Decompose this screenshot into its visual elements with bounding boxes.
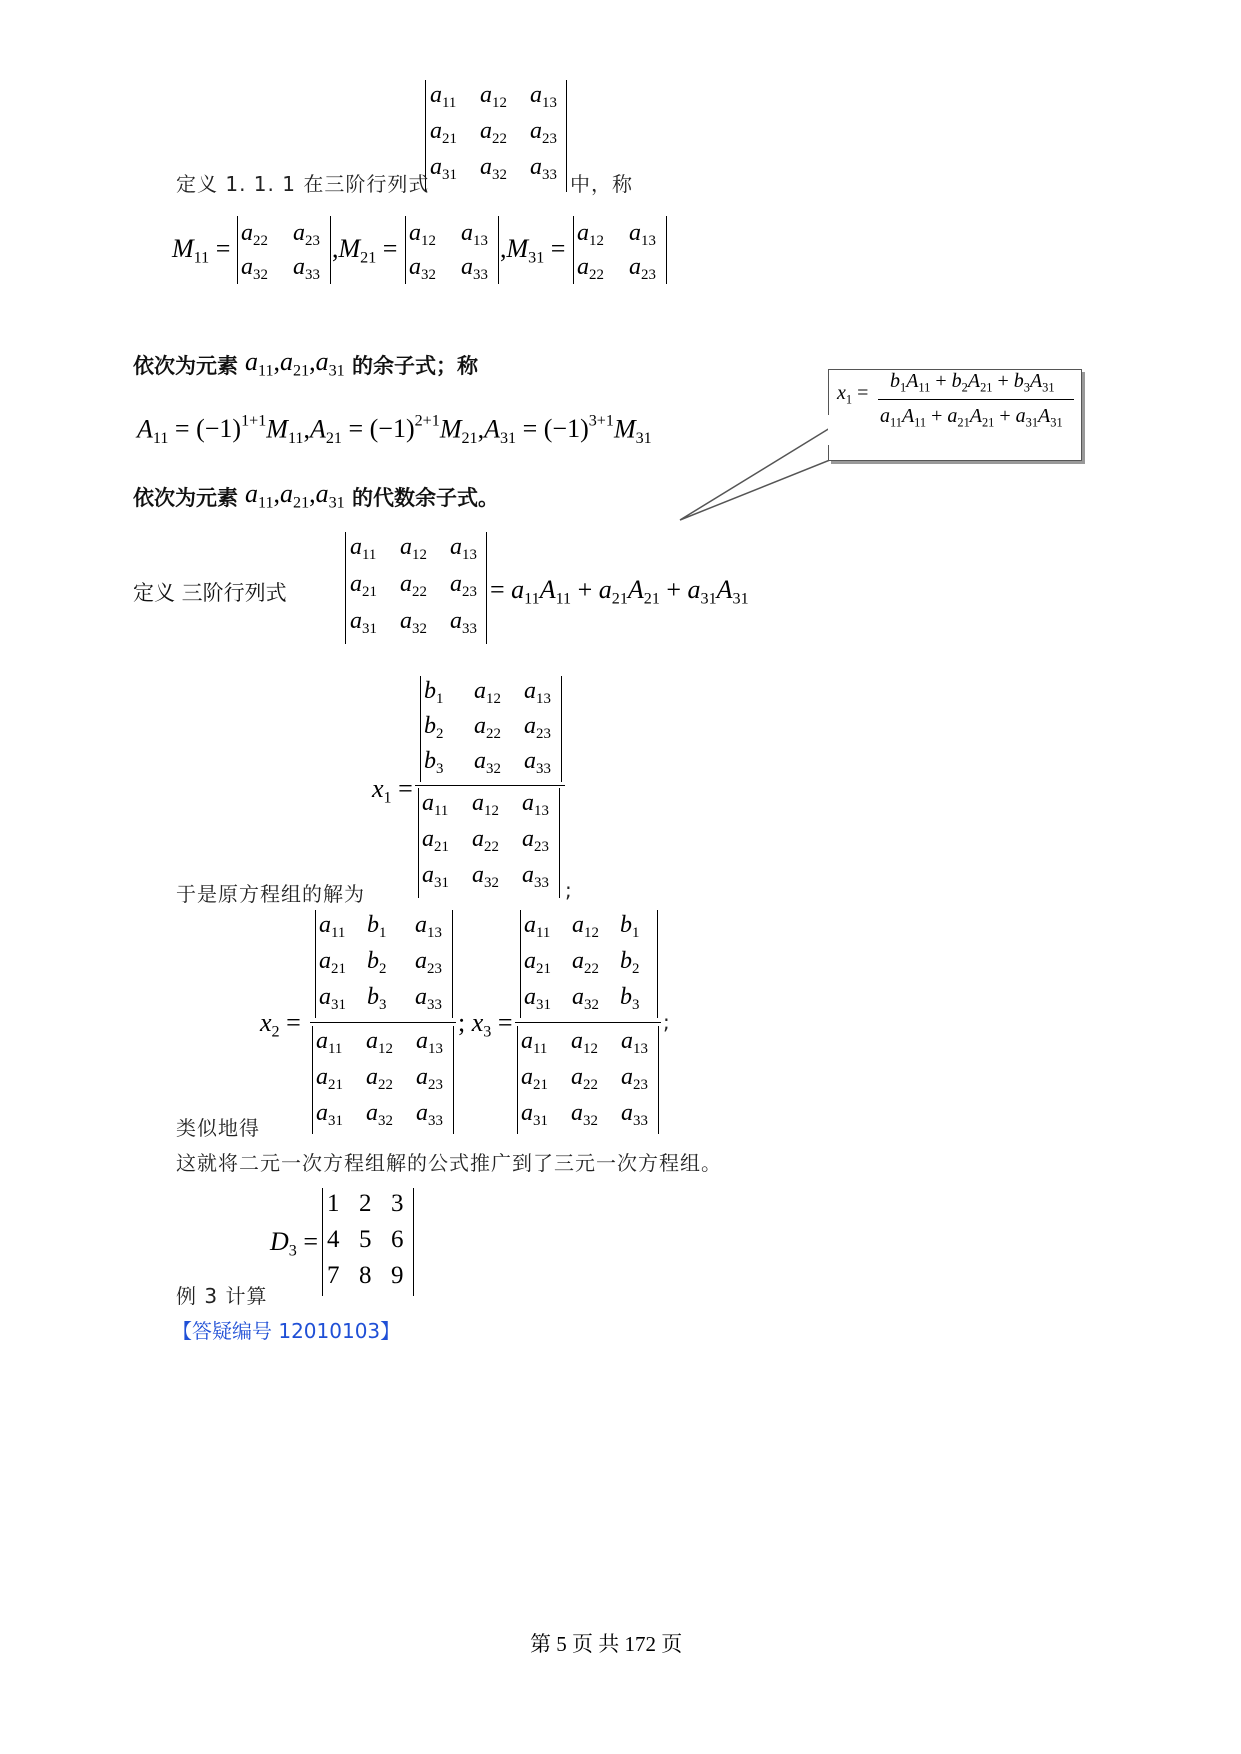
semicolon-2: ; [663, 1010, 671, 1034]
x2-denominator-cell: $a_{11}$ [316, 1028, 343, 1058]
x3-denominator-cell: $a_{23}$ [621, 1064, 648, 1094]
m11-cell: $a_{33}$ [293, 254, 320, 284]
x2-numerator-cell: $a_{13}$ [415, 912, 442, 942]
x1-label: $x_1$ = [372, 774, 413, 807]
main-determinant-cell: $a_{22}$ [480, 118, 507, 148]
page-footer: 第 5 页 共 172 页 [530, 1632, 683, 1656]
x3-numerator-cell: $b_1$ [620, 912, 640, 942]
x1-denominator-cell: $a_{13}$ [522, 790, 549, 820]
x1-denominator-cell: $a_{22}$ [472, 826, 499, 856]
x3-denominator-cell: $a_{12}$ [571, 1028, 598, 1058]
def-determinant-cell: $a_{22}$ [400, 571, 427, 601]
d3-cell: 8 [359, 1262, 372, 1289]
x3-numerator-cell: $a_{21}$ [524, 948, 551, 978]
main-determinant-cell: $a_{21}$ [430, 118, 457, 148]
m31-cell: $a_{12}$ [577, 220, 604, 250]
example3-label: 例 3 计算 [176, 1284, 268, 1308]
x3-denominator-cell: $a_{22}$ [571, 1064, 598, 1094]
m11-cell: $a_{23}$ [293, 220, 320, 250]
x1-numerator-cell: $a_{32}$ [474, 748, 501, 778]
x3-numerator-cell: $a_{11}$ [524, 912, 551, 942]
callout-numerator: $b_1A_{11} + b_2A_{21} + b_3A_{31}$ [890, 370, 1055, 395]
x1-denominator-cell: $a_{33}$ [522, 862, 549, 892]
d3-cell: 3 [391, 1190, 404, 1217]
x2-numerator-cell: $a_{11}$ [319, 912, 346, 942]
x2-numerator-cell: $a_{33}$ [415, 984, 442, 1014]
x3-numerator-cell: $a_{32}$ [572, 984, 599, 1014]
minor-elements: $a_{11},a_{21},a_{31}$ [245, 347, 345, 380]
main-determinant-cell: $a_{33}$ [530, 154, 557, 184]
d3-cell: 9 [391, 1262, 404, 1289]
cofactor-formula: $A_{11} = (-1)^{1+1}M_{11},A_{21} = (-1)^{2+1}M_{21},A_{31} = (-1)^{3+1}M_{31}$ [137, 413, 652, 447]
m21-cell: $a_{13}$ [461, 220, 488, 250]
def-determinant-cell: $a_{21}$ [350, 571, 377, 601]
def-determinant-cell: $a_{12}$ [400, 534, 427, 564]
x2-numerator-cell: $a_{31}$ [319, 984, 346, 1014]
x2-denominator-cell: $a_{22}$ [366, 1064, 393, 1094]
x1-denominator-cell: $a_{21}$ [422, 826, 449, 856]
x1-denominator-cell: $a_{31}$ [422, 862, 449, 892]
x2-numerator-cell: $b_3$ [367, 984, 387, 1014]
x1-numerator-cell: $a_{22}$ [474, 713, 501, 743]
x3-denominator-cell: $a_{21}$ [521, 1064, 548, 1094]
cofactor-elements: $a_{11},a_{21},a_{31}$ [245, 479, 345, 512]
x3-numerator-cell: $a_{31}$ [524, 984, 551, 1014]
main-determinant-cell: $a_{12}$ [480, 82, 507, 112]
def111-suffix: 中，称 [570, 172, 633, 196]
x1-denominator-cell: $a_{12}$ [472, 790, 499, 820]
x2-denominator-cell: $a_{32}$ [366, 1100, 393, 1130]
def111-prefix: 定义 1. 1. 1 在三阶行列式 [176, 172, 430, 196]
answer-code-link[interactable]: 【答疑编号 12010103】 [172, 1319, 401, 1343]
minor-intro: 依次为元素 [133, 354, 238, 378]
x1-numerator-cell: $a_{33}$ [524, 748, 551, 778]
d3-cell: 7 [327, 1262, 340, 1289]
x2-numerator-cell: $a_{21}$ [319, 948, 346, 978]
x2-numerator-cell: $a_{23}$ [415, 948, 442, 978]
x3-denominator-cell: $a_{31}$ [521, 1100, 548, 1130]
m11-cell: $a_{22}$ [241, 220, 268, 250]
generalize-text: 这就将二元一次方程组解的公式推广到了三元一次方程组。 [176, 1151, 722, 1175]
main-determinant-cell: $a_{11}$ [430, 82, 457, 112]
def-determinant-cell: $a_{23}$ [450, 571, 477, 601]
x2-label: $x_2$ = [260, 1008, 301, 1041]
main-determinant-cell: $a_{23}$ [530, 118, 557, 148]
x1-denominator-cell: $a_{11}$ [422, 790, 449, 820]
x1-numerator-cell: $a_{23}$ [524, 713, 551, 743]
x3-numerator-cell: $a_{12}$ [572, 912, 599, 942]
m31-cell: $a_{22}$ [577, 254, 604, 284]
x1-numerator-cell: $a_{12}$ [474, 678, 501, 708]
x3-denominator-cell: $a_{33}$ [621, 1100, 648, 1130]
d3-cell: 1 [327, 1190, 340, 1217]
d3-cell: 2 [359, 1190, 372, 1217]
solution-label: 于是原方程组的解为 [176, 882, 365, 906]
x1-denominator-cell: $a_{23}$ [522, 826, 549, 856]
x2-denominator-cell: $a_{13}$ [416, 1028, 443, 1058]
def-det-label: 定义 三阶行列式 [133, 581, 287, 605]
x3-numerator-cell: $b_3$ [620, 984, 640, 1014]
def-determinant-cell: $a_{31}$ [350, 608, 377, 638]
main-determinant-cell: $a_{13}$ [530, 82, 557, 112]
d3-cell: 5 [359, 1226, 372, 1253]
main-determinant-cell: $a_{31}$ [430, 154, 457, 184]
x3-denominator-cell: $a_{11}$ [521, 1028, 548, 1058]
main-determinant-cell: $a_{32}$ [480, 154, 507, 184]
x2-numerator-cell: $b_2$ [367, 948, 387, 978]
cofactor-suffix: 的代数余子式。 [352, 486, 499, 510]
d3-cell: 6 [391, 1226, 404, 1253]
expansion-formula: = $a_{11}A_{11} + a_{21}A_{21} + a_{31}A_{31}$ [490, 575, 749, 608]
def-determinant-cell: $a_{33}$ [450, 608, 477, 638]
semicolon-1: ; [565, 878, 573, 902]
m11-cell: $a_{32}$ [241, 254, 268, 284]
x1-numerator-cell: $b_1$ [424, 678, 444, 708]
x2-denominator-cell: $a_{12}$ [366, 1028, 393, 1058]
def-determinant-cell: $a_{32}$ [400, 608, 427, 638]
m31-cell: $a_{13}$ [629, 220, 656, 250]
callout-denominator: $a_{11}A_{11} + a_{21}A_{21} + a_{31}A_{31}$ [880, 405, 1063, 430]
minor-suffix: 的余子式；称 [352, 354, 478, 378]
x3-label: ; $x_3$ = [458, 1008, 513, 1041]
x1-denominator-cell: $a_{32}$ [472, 862, 499, 892]
m21-cell: $a_{32}$ [409, 254, 436, 284]
def-determinant-cell: $a_{11}$ [350, 534, 377, 564]
m21-cell: $a_{33}$ [461, 254, 488, 284]
x1-numerator-cell: $a_{13}$ [524, 678, 551, 708]
x2-numerator-cell: $b_1$ [367, 912, 387, 942]
x3-numerator-cell: $b_2$ [620, 948, 640, 978]
x2-denominator-cell: $a_{23}$ [416, 1064, 443, 1094]
x3-denominator-cell: $a_{13}$ [621, 1028, 648, 1058]
x1-numerator-cell: $b_3$ [424, 748, 444, 778]
m21-cell: $a_{12}$ [409, 220, 436, 250]
x2-denominator-cell: $a_{33}$ [416, 1100, 443, 1130]
cofactor-intro: 依次为元素 [133, 486, 238, 510]
m31-cell: $a_{23}$ [629, 254, 656, 284]
callout-lhs: $x_1$ = [837, 382, 869, 407]
x3-denominator-cell: $a_{32}$ [571, 1100, 598, 1130]
d3-label: $D_3$ = [270, 1227, 319, 1260]
x2-denominator-cell: $a_{31}$ [316, 1100, 343, 1130]
x2-denominator-cell: $a_{21}$ [316, 1064, 343, 1094]
x3-numerator-cell: $a_{22}$ [572, 948, 599, 978]
def-determinant-cell: $a_{13}$ [450, 534, 477, 564]
similar-label: 类似地得 [176, 1116, 260, 1140]
d3-cell: 4 [327, 1226, 340, 1253]
x1-numerator-cell: $b_2$ [424, 713, 444, 743]
